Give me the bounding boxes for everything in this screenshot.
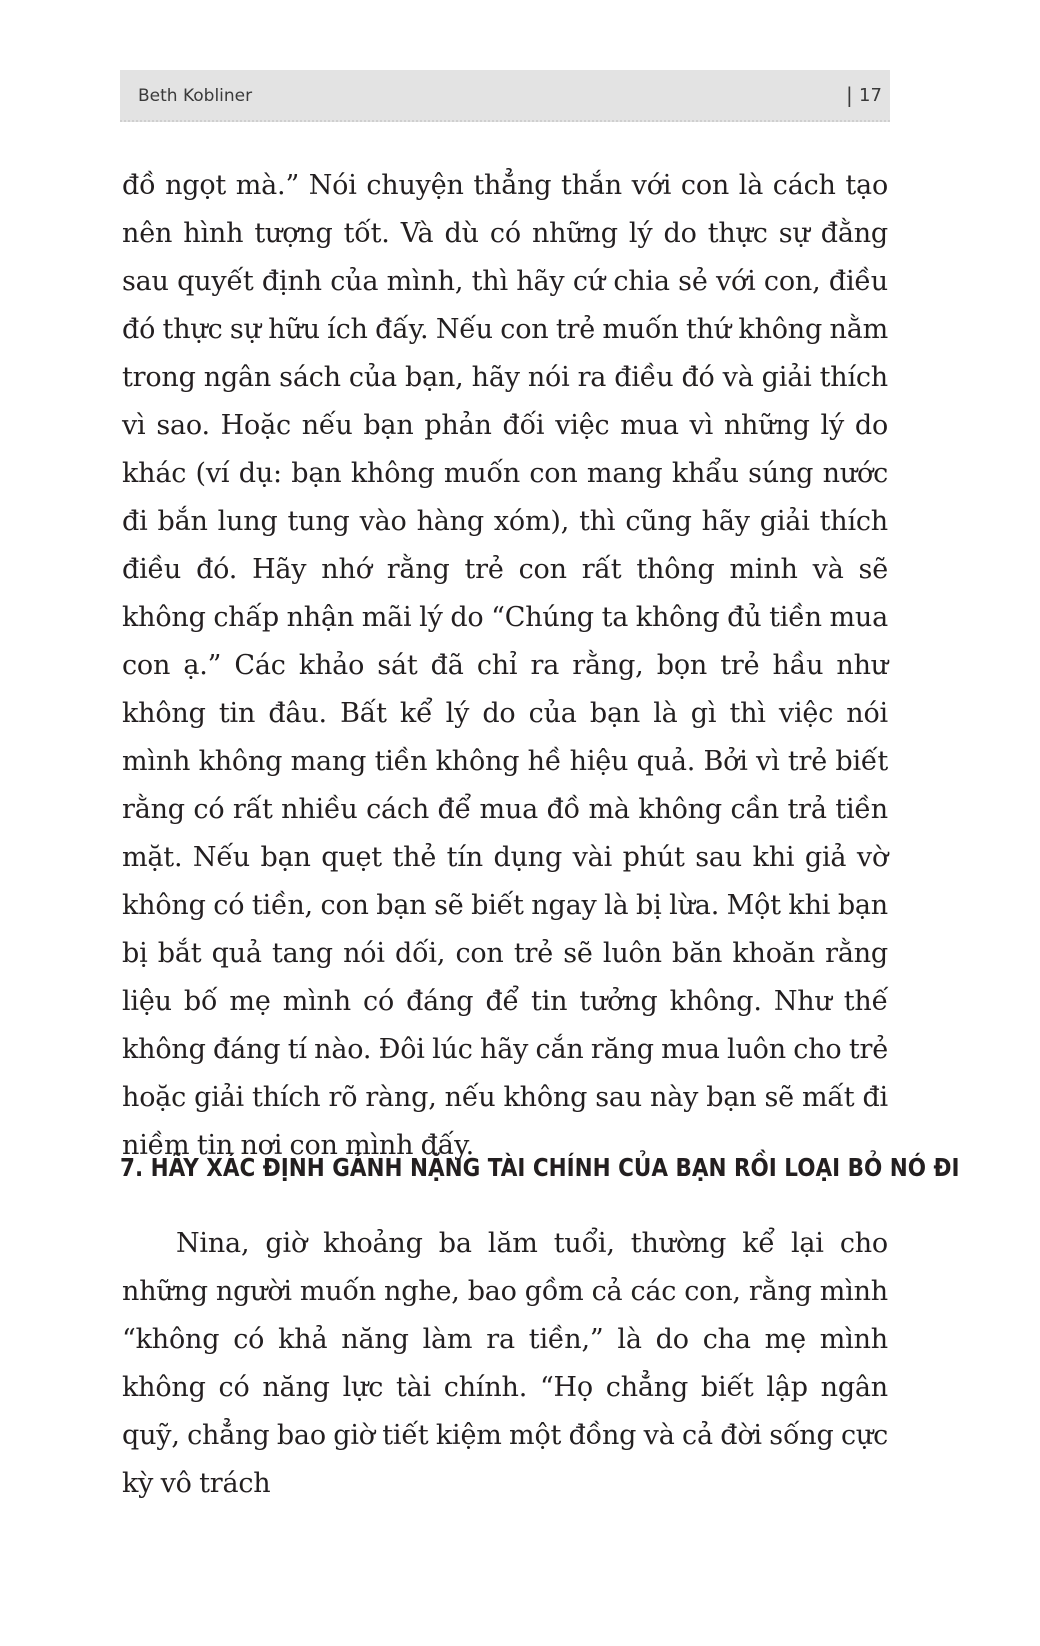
body-paragraph-2: Nina, giờ khoảng ba lăm tuổi, thường kể lại cho những người muốn nghe, bao gồm cả các con, rằng mình “không có khả năng làm ra tiền,” là do cha mẹ mình không có năng lực tài chính. “Họ chẳng biết lập ngân quỹ, chẳng bao giờ tiết kiệm một đồng và cả đời sống cực kỳ vô trách (122, 1228, 888, 1499)
section-heading: 7. HÃY XÁC ĐỊNH GÁNH NẶNG TÀI CHÍNH CỦA BẠN RỒI LOẠI BỎ NÓ ĐI (120, 1153, 960, 1182)
page-number: 17 (859, 85, 882, 106)
header-separator: | (846, 83, 853, 107)
running-header (120, 70, 890, 122)
body-paragraph-1: đồ ngọt mà.” Nói chuyện thẳng thắn với con là cách tạo nên hình tượng tốt. Và dù có những lý do thực sự đằng sau quyết định của mình, thì hãy cứ chia sẻ với con, điều đó thực sự hữu ích đấy. Nếu con trẻ muốn thứ không nằm trong ngân sách của bạn, hãy nói ra điều đó và giải thích vì sao. Hoặc nếu bạn phản đối việc mua vì những lý do khác (ví dụ: bạn không muốn con mang khẩu súng nước đi bắn lung tung vào hàng xóm), thì cũng hãy giải thích điều đó. Hãy nhớ rằng trẻ con rất thông minh và sẽ không chấp nhận mãi lý do “Chúng ta không đủ tiền mua con ạ.” Các khảo sát đã chỉ ra rằng, bọn trẻ hầu như không tin đâu. Bất kể lý do của bạn là gì thì việc nói mình không mang tiền không hề hiệu quả. Bởi vì trẻ biết rằng có rất nhiều cách để mua đồ mà không cần trả tiền mặt. Nếu bạn quẹt thẻ tín dụng vài phút sau khi giả vờ không có tiền, con bạn sẽ biết ngay là bị lừa. Một khi bạn bị bắt quả tang nói dối, con trẻ sẽ luôn băn khoăn rằng liệu bố mẹ mình có đáng để tin tưởng không. Như thế không đáng tí nào. Đôi lúc hãy cắn răng mua luôn cho trẻ hoặc giải thích rõ ràng, nếu không sau này bạn sẽ mất đi niềm tin nơi con mình đấy. (122, 170, 888, 1161)
header-author: Beth Kobliner (138, 86, 253, 106)
